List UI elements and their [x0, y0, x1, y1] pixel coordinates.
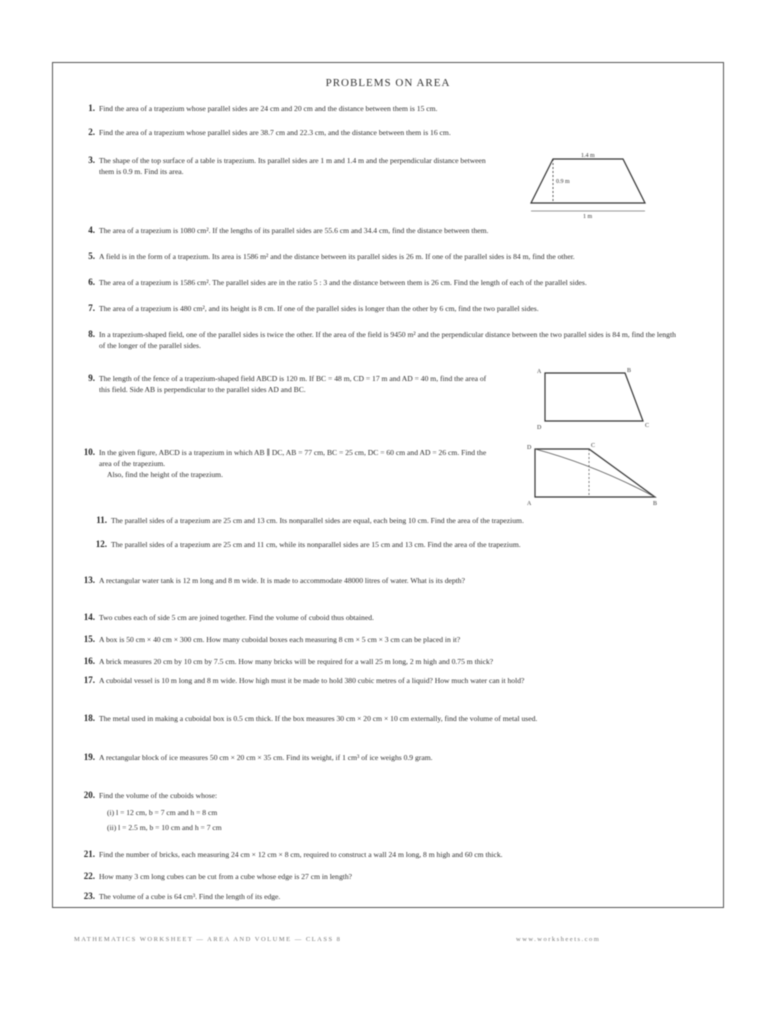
question-20: 20. Find the volume of the cuboids whose: (i) l = 12 cm, b = 7 cm and h = 8 cm (ii) l = 2.5 m, b = 10 cm and h = 7 cm — [99, 790, 699, 833]
figure-trapezium-abcd — [525, 439, 665, 509]
question-3: 3. The shape of the top surface of a table is trapezium. Its parallel sides are 1 m and 1.4 m and the perpendicular distance between them is 0.9 m. Find its area. — [88, 155, 486, 176]
question-20-part-ii: (ii) l = 2.5 m, b = 10 cm and h = 7 cm — [107, 823, 222, 832]
question-6: 6. The area of a trapezium is 1586 cm². The parallel sides are in the ratio 5 : 3 and the distance between them is 26 cm. Find the length of each of the parallel sides. — [88, 277, 587, 287]
question-10: 10. In the given figure, ABCD is a trapezium in which AB ∥ DC, AB = 77 cm, BC = 25 cm, DC = 60 cm and AD = 26 cm. Find the area of the trapezium. Also, find the height of the trapezium. — [99, 447, 499, 480]
fig9-label-c: C — [645, 423, 650, 429]
figure-field-abcd — [535, 365, 655, 431]
fig9-label-a: A — [537, 369, 542, 375]
footer-left: MATHEMATICS WORKSHEET — AREA AND VOLUME — CLASS 8 — [74, 936, 342, 943]
question-15: 15. A box is 50 cm × 40 cm × 300 cm. How many cuboidal boxes each measuring 8 cm × 5 cm × 3 cm can be placed in it? — [83, 634, 461, 644]
question-23: 23. The volume of a cube is 64 cm³. Find the length of its edge. — [83, 891, 281, 901]
question-10-extra: Also, find the height of the trapezium. — [107, 470, 223, 479]
footer-right: www.worksheets.com — [516, 936, 601, 943]
fig3-top-label: 1.4 m — [581, 153, 595, 159]
question-4: 4. The area of a trapezium is 1080 cm². If the lengths of its parallel sides are 55.6 cm and 34.4 cm, find the distance between them. — [88, 225, 489, 235]
question-5: 5. A field is in the form of a trapezium. Its area is 1586 m² and the distance between its parallel sides is 26 m. If one of the parallel sides is 84 m, find the other. — [88, 251, 575, 261]
question-7: 7. The area of a trapezium is 480 cm², and its height is 8 cm. If one of the parallel sides is longer than the other by 6 cm, find the two parallel sides. — [88, 303, 539, 313]
question-18: 18. The metal used in making a cuboidal box is 0.5 cm thick. If the box measures 30 cm × 20 cm × 10 cm externally, find the volume of metal used. — [83, 713, 538, 723]
figure-table-trapezium — [523, 149, 653, 219]
question-11: 11. The parallel sides of a trapezium are 25 cm and 13 cm. Its nonparallel sides are equal, each being 10 cm. Find the area of the trapezium. — [96, 515, 524, 525]
fig3-base-label: 1 m — [583, 214, 593, 219]
worksheet-title: PROBLEMS ON AREA — [325, 77, 451, 89]
question-17: 17. A cuboidal vessel is 10 m long and 8 m wide. How high must it be made to hold 380 cubic metres of a liquid? How much water can it hold? — [83, 675, 525, 685]
question-8: 8. In a trapezium-shaped field, one of the parallel sides is twice the other. If the area of the field is 9450 m² and the perpendicular distance between the two parallel sides is 84 m, find the length of the longer of the parallel sides. — [88, 329, 676, 350]
fig10-label-c: C — [591, 443, 596, 449]
question-13: 13. A rectangular water tank is 12 m long and 8 m wide. It is made to accommodate 48000 litres of water. What is its depth? — [83, 575, 465, 585]
fig10-label-a: A — [527, 501, 532, 507]
question-19: 19. A rectangular block of ice measures 50 cm × 20 cm × 35 cm. Find its weight, if 1 cm³ of ice weighs 0.9 gram. — [83, 752, 433, 762]
fig10-label-d: D — [527, 445, 532, 451]
fig9-label-b: B — [627, 368, 632, 374]
question-21: 21. Find the number of bricks, each measuring 24 cm × 12 cm × 8 cm, required to construct a wall 24 m long, 8 m high and 60 cm thick. — [83, 849, 503, 859]
fig10-label-b: B — [653, 501, 658, 507]
question-16: 16. A brick measures 20 cm by 10 cm by 7.5 cm. How many bricks will be required for a wall 25 m long, 2 m high and 0.75 m thick? — [83, 656, 494, 666]
question-2: 2. Find the area of a trapezium whose parallel sides are 38.7 cm and 22.3 cm, and the distance between them is 16 cm. — [88, 127, 451, 137]
fig3-height-label: 0.9 m — [556, 179, 570, 185]
worksheet-page — [52, 62, 724, 908]
question-9: 9. The length of the fence of a trapezium-shaped field ABCD is 120 m. If BC = 48 m, CD = 17 m and AD = 40 m, find the area of this field. Side AB is perpendicular to the parallel sides AD and BC. — [88, 373, 487, 394]
question-1: 1. Find the area of a trapezium whose parallel sides are 24 cm and 20 cm and the distance between them is 15 cm. — [88, 103, 438, 113]
question-20-part-i: (i) l = 12 cm, b = 7 cm and h = 8 cm — [107, 808, 218, 817]
fig9-label-d: D — [537, 425, 542, 431]
question-22: 22. How many 3 cm long cubes can be cut from a cube whose edge is 27 cm in length? — [83, 871, 353, 881]
question-12: 12. The parallel sides of a trapezium are 25 cm and 11 cm, while its nonparallel sides are 15 cm and 13 cm. Find the area of the trapezium. — [95, 539, 521, 549]
question-14: 14. Two cubes each of side 5 cm are joined together. Find the volume of cuboid thus obtained. — [83, 612, 374, 622]
